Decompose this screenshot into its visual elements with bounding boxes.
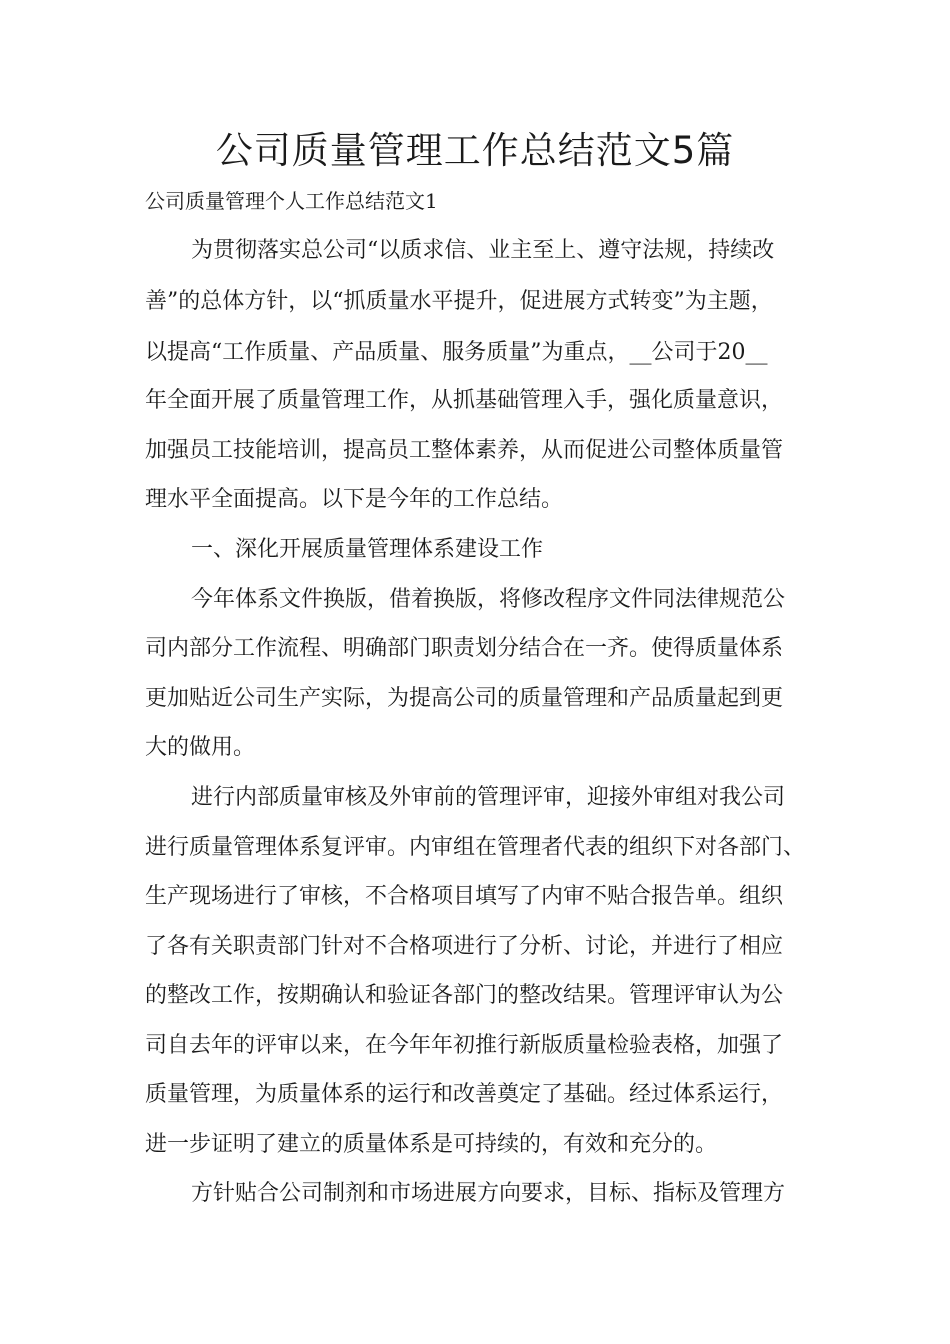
paragraph-line: 进行内部质量审核及外审前的管理评审，迎接外审组对我公司 bbox=[191, 785, 786, 810]
paragraph-line: 加强员工技能培训，提高员工整体素养，从而促进公司整体质量管 bbox=[145, 438, 784, 463]
document-title: 公司质量管理工作总结范文5篇 bbox=[215, 129, 735, 172]
paragraph-line: 司内部分工作流程、明确部门职责划分结合在一齐。使得质量体系 bbox=[145, 636, 784, 661]
paragraph-line: 司自去年的评审以来，在今年年初推行新版质量检验表格，加强了 bbox=[145, 1033, 784, 1058]
paragraph-line: 的整改工作，按期确认和验证各部门的整改结果。管理评审认为公 bbox=[145, 983, 784, 1008]
paragraph-line: 年全面开展了质量管理工作，从抓基础管理入手，强化质量意识， bbox=[145, 388, 784, 413]
document-subtitle: 公司质量管理个人工作总结范文1 bbox=[145, 189, 438, 213]
paragraph-line: 进行质量管理体系复评审。内审组在管理者代表的组织下对各部门、 bbox=[145, 835, 806, 860]
paragraph-line: 质量管理，为质量体系的运行和改善奠定了基础。经过体系运行， bbox=[145, 1082, 784, 1107]
paragraph-line: 大的做用。 bbox=[145, 735, 256, 760]
paragraph-line: 进一步证明了建立的质量体系是可持续的，有效和充分的。 bbox=[145, 1132, 718, 1157]
section-heading: 一、深化开展质量管理体系建设工作 bbox=[191, 537, 544, 562]
paragraph-line: 为贯彻落实总公司“以质求信、业主至上、遵守法规，持续改 bbox=[191, 238, 775, 263]
paragraph-line: 以提高“工作质量、产品质量、服务质量”为重点，__公司于20__ bbox=[145, 340, 768, 365]
paragraph-line: 今年体系文件换版，借着换版，将修改程序文件同法律规范公 bbox=[191, 587, 786, 612]
paragraph-line: 更加贴近公司生产实际，为提高公司的质量管理和产品质量起到更 bbox=[145, 686, 784, 711]
paragraph-line: 善”的总体方针，以“抓质量水平提升，促进展方式转变”为主题， bbox=[145, 289, 773, 314]
paragraph-line: 方针贴合公司制剂和市场进展方向要求，目标、指标及管理方 bbox=[191, 1181, 786, 1206]
paragraph-line: 生产现场进行了审核，不合格项目填写了内审不贴合报告单。组织 bbox=[145, 884, 784, 909]
paragraph-line: 了各有关职责部门针对不合格项进行了分析、讨论，并进行了相应 bbox=[145, 934, 784, 959]
paragraph-line: 理水平全面提高。以下是今年的工作总结。 bbox=[145, 487, 564, 512]
